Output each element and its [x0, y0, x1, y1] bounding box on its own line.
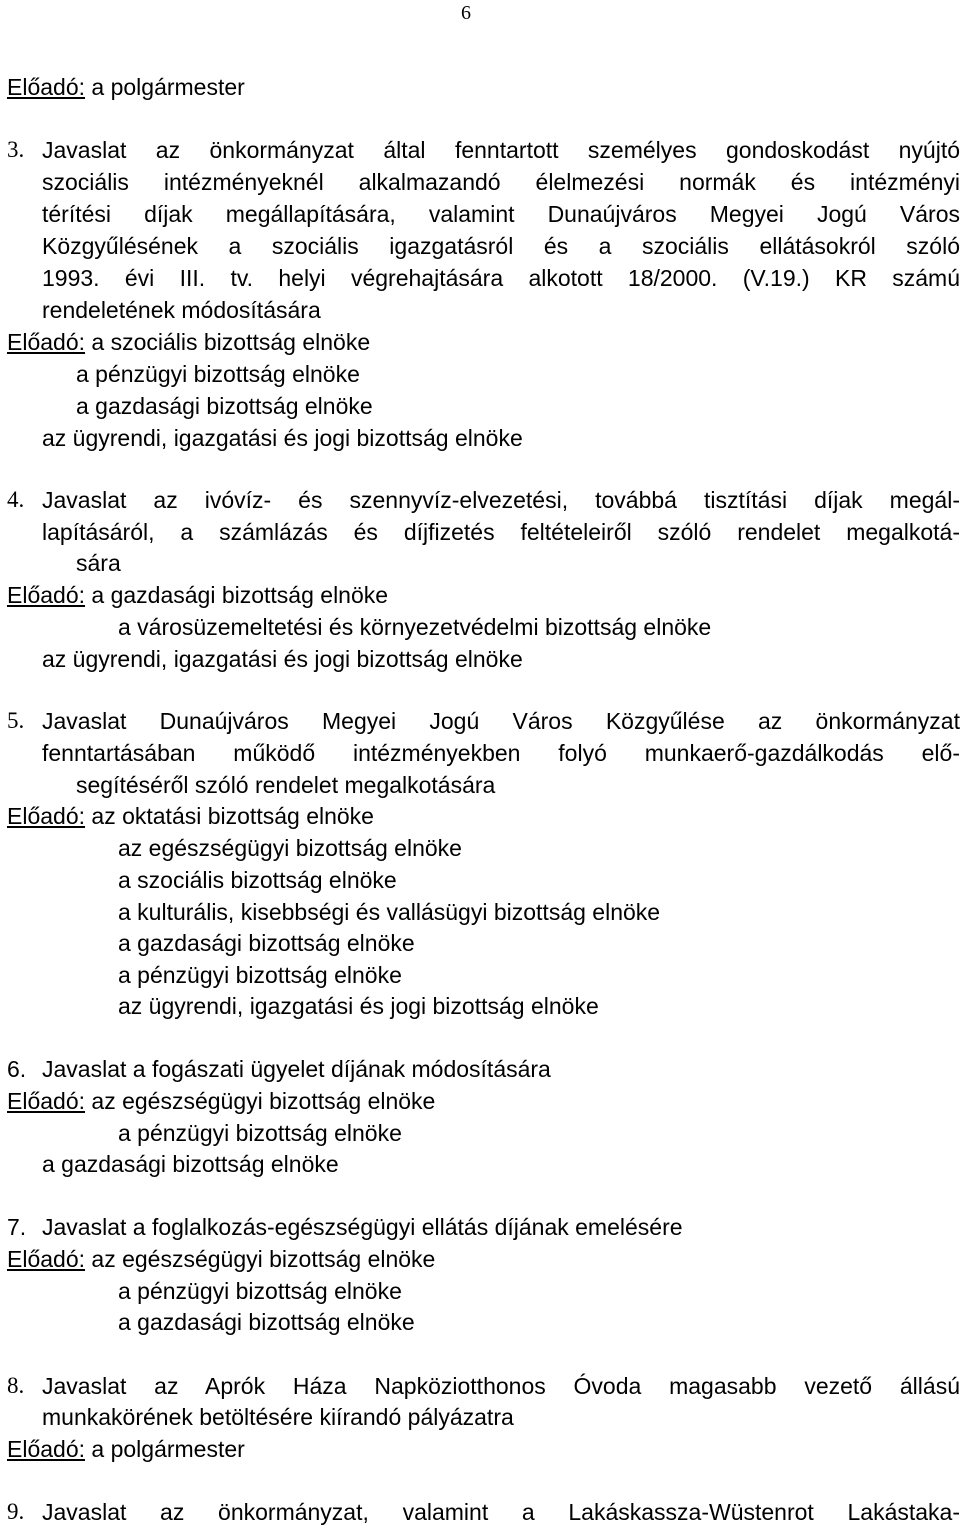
presenter-label: Előadó:	[7, 1436, 86, 1462]
item-title-line: segítéséről szóló rendelet megalkotására	[76, 772, 496, 798]
presenter-name: a gazdasági bizottság elnöke	[76, 393, 373, 419]
item-title-line: 1993. évi III. tv. helyi végrehajtására alkotott 18/2000. (V.19.) KR számú	[42, 265, 960, 291]
presenter-name: az ügyrendi, igazgatási és jogi bizottság elnöke	[42, 425, 523, 451]
item-number: 5.	[7, 708, 25, 733]
page-number: 6	[461, 2, 471, 24]
item-title-line: fenntartásában működő intézményekben folyó munkaerő-gazdálkodás elő-	[42, 740, 960, 766]
presenter-line	[7, 1244, 435, 1274]
item-title-line: Közgyűlésének a szociális igazgatásról és a szociális ellátásokról szóló	[42, 233, 960, 259]
item-title-line: Javaslat Dunaújváros Megyei Jogú Város Közgyűlése az önkormányzat	[42, 708, 960, 734]
item-title-line: Javaslat az ivóvíz- és szennyvíz-elvezetési, továbbá tisztítási díjak megál-	[42, 487, 960, 513]
item-title-line: Javaslat a foglalkozás-egészségügyi ellátás díjának emelésére	[42, 1214, 683, 1240]
item-title-line: munkakörének betöltésére kiírandó pályázatra	[42, 1404, 514, 1430]
presenter-line	[7, 1434, 245, 1464]
presenter-name: a gazdasági bizottság elnöke	[42, 1151, 339, 1177]
item-number: 4.	[7, 487, 25, 512]
item-number: 7.	[7, 1214, 27, 1240]
presenter-name: az egészségügyi bizottság elnöke	[118, 835, 462, 861]
item-title-line: Javaslat az önkormányzat által fenntartott személyes gondoskodást nyújtó	[42, 137, 960, 163]
presenter-name: a pénzügyi bizottság elnöke	[76, 361, 360, 387]
presenter-name: a gazdasági bizottság elnöke	[118, 1309, 415, 1335]
presenter-label: Előadó:	[7, 1246, 86, 1272]
presenter-label: Előadó:	[7, 803, 86, 829]
item-title-line: szociális intézményeknél alkalmazandó élelmezési normák és intézményi	[42, 169, 960, 195]
presenter-name: a kulturális, kisebbségi és vallásügyi bizottság elnöke	[118, 899, 661, 925]
item-title-line: Javaslat a fogászati ügyelet díjának módosítására	[42, 1056, 551, 1082]
presenter-name: az egészségügyi bizottság elnöke	[91, 1246, 436, 1272]
presenter-line	[7, 327, 370, 357]
intro-presenter-line	[7, 72, 245, 102]
presenter-name: a polgármester	[91, 1436, 245, 1462]
presenter-name: a polgármester	[91, 74, 245, 100]
item-title-line: sára	[76, 550, 121, 576]
presenter-name: a pénzügyi bizottság elnöke	[118, 1278, 402, 1304]
item-title-line: Javaslat az önkormányzat, valamint a Lakáskassza-Wüstenrot Lakástaka-	[42, 1499, 960, 1525]
presenter-name: az egészségügyi bizottság elnöke	[91, 1088, 436, 1114]
presenter-name: a gazdasági bizottság elnöke	[91, 582, 389, 608]
presenter-name: a szociális bizottság elnöke	[91, 329, 371, 355]
item-title-line: rendeletének módosítására	[42, 297, 321, 323]
presenter-name: az ügyrendi, igazgatási és jogi bizottság elnöke	[42, 646, 523, 672]
item-number: 9.	[7, 1499, 25, 1524]
presenter-label: Előadó:	[7, 329, 86, 355]
presenter-label: Előadó:	[7, 582, 86, 608]
item-number: 8.	[7, 1373, 25, 1398]
item-number: 3.	[7, 137, 25, 162]
presenter-name: a gazdasági bizottság elnöke	[118, 930, 415, 956]
presenter-name: a pénzügyi bizottság elnöke	[118, 962, 402, 988]
presenter-name: a szociális bizottság elnöke	[118, 867, 397, 893]
presenter-name: a pénzügyi bizottság elnöke	[118, 1120, 402, 1146]
presenter-name: az ügyrendi, igazgatási és jogi bizottság elnöke	[118, 993, 599, 1019]
presenter-name: az oktatási bizottság elnöke	[91, 803, 374, 829]
presenter-name: a városüzemeltetési és környezetvédelmi bizottság elnöke	[118, 614, 712, 640]
presenter-line	[7, 580, 388, 610]
item-title-line: lapításáról, a számlázás és díjfizetés feltételeiről szóló rendelet megalkotá-	[42, 519, 960, 545]
presenter-line	[7, 1086, 435, 1116]
item-title-line: Javaslat az Aprók Háza Napköziotthonos Óvoda magasabb vezető állású	[42, 1373, 960, 1399]
item-number: 6.	[7, 1056, 27, 1082]
presenter-line	[7, 801, 374, 831]
presenter-label: Előadó:	[7, 74, 86, 100]
item-title-line: térítési díjak megállapítására, valamint Dunaújváros Megyei Jogú Város	[42, 201, 960, 227]
presenter-label: Előadó:	[7, 1088, 86, 1114]
